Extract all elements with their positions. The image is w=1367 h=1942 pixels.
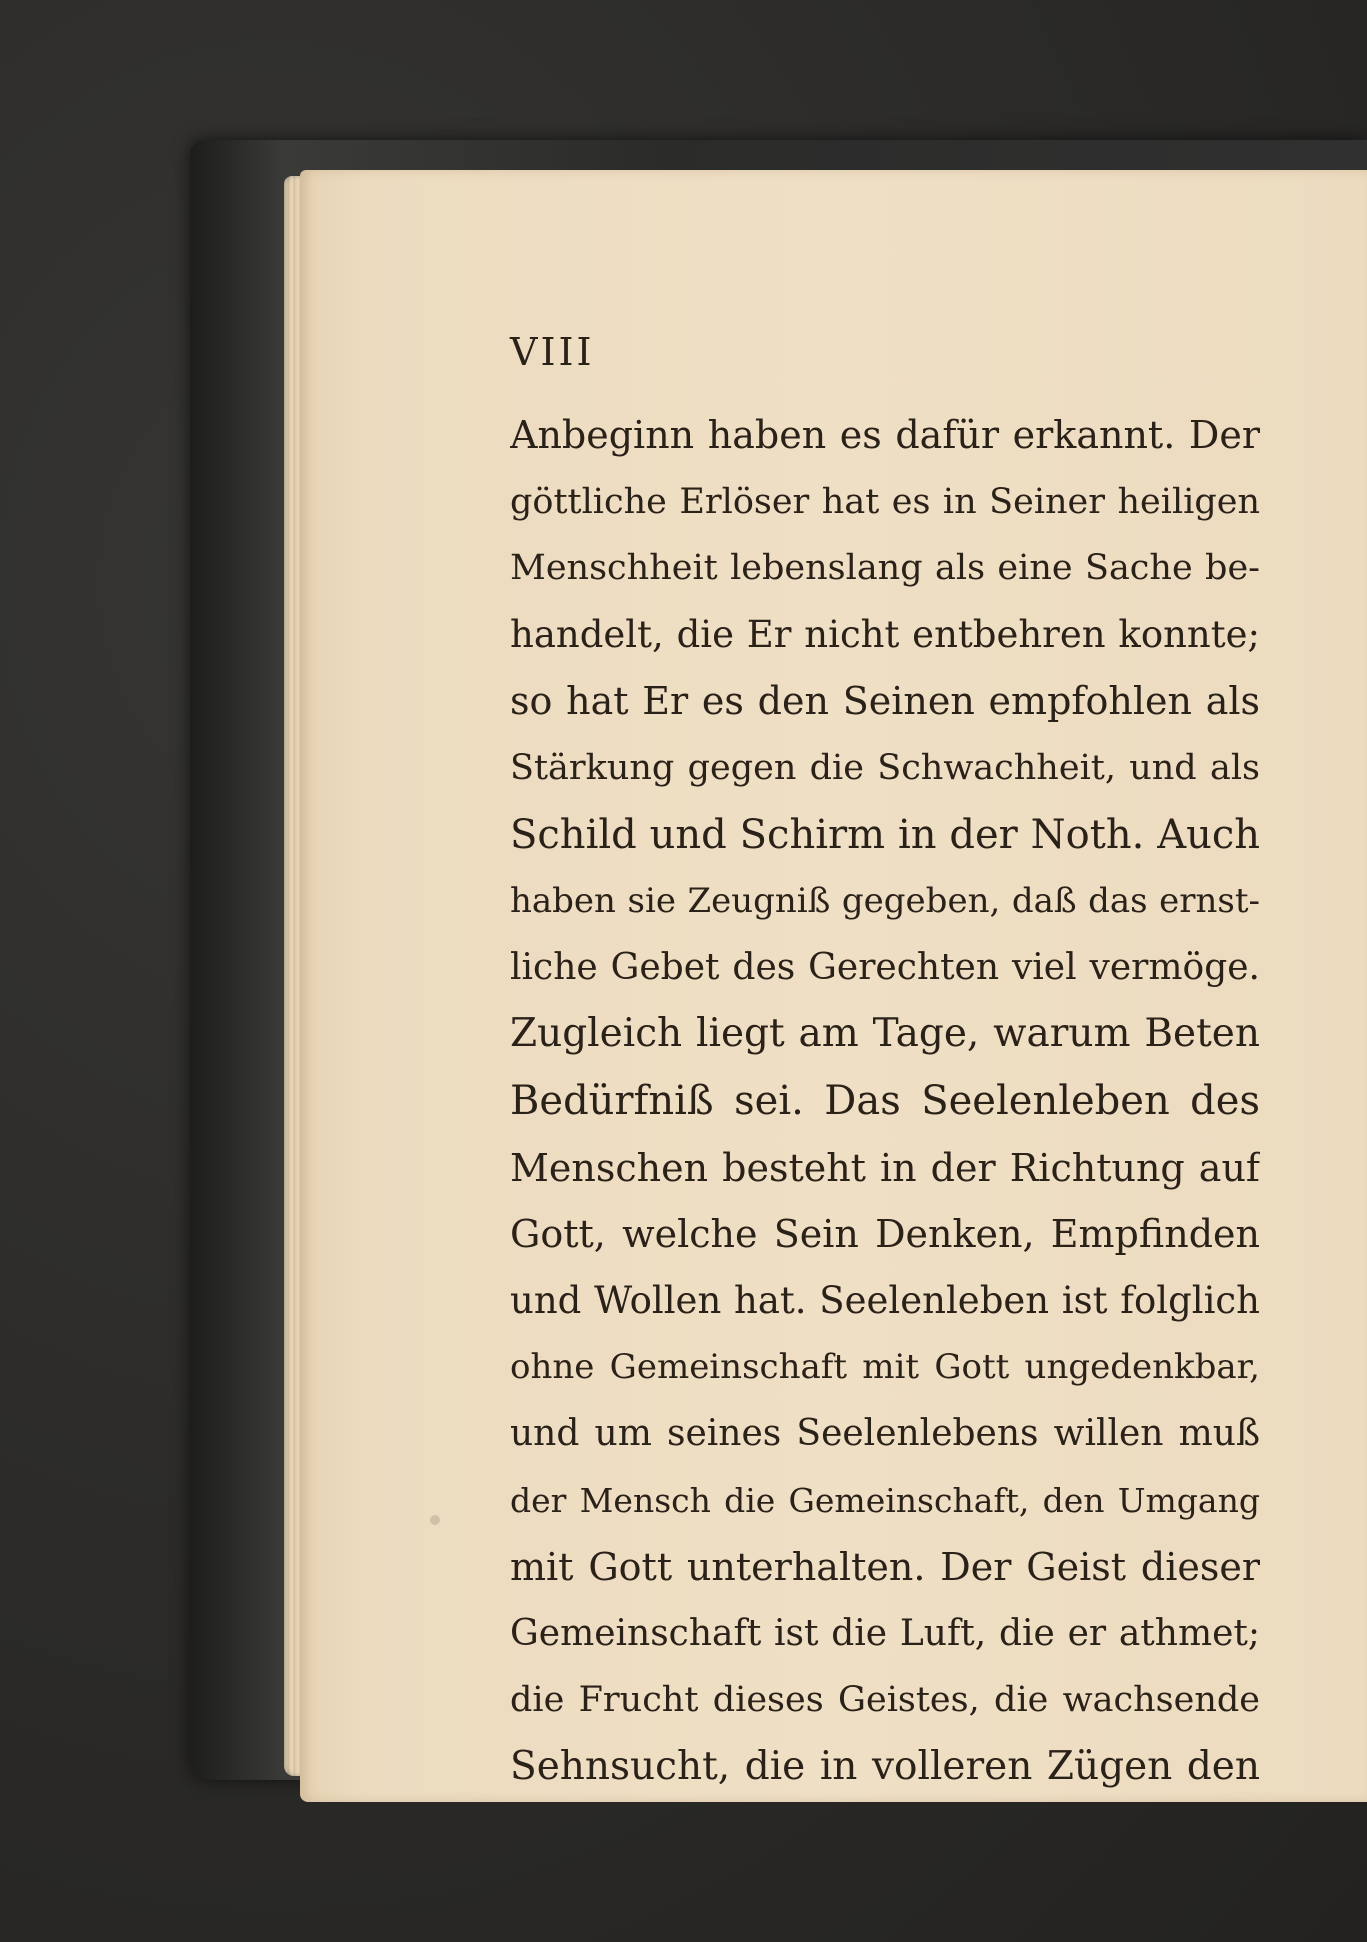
text-line: haben sie Zeugniß gegeben, daß das ernst-: [510, 881, 1260, 922]
text-line: Anbeginn haben es dafür erkannt. Der: [510, 413, 1260, 457]
text-line: liche Gebet des Gerechten viel vermöge.: [510, 946, 1260, 988]
text-line: und um seines Seelenlebens willen muß: [510, 1412, 1260, 1454]
text-line: und Wollen hat. Seelenleben ist folglich: [510, 1278, 1260, 1322]
page-number: VIII: [510, 330, 595, 374]
text-line: Sehnsucht, die in volleren Zügen den: [510, 1743, 1260, 1789]
text-line: der Mensch die Gemeinschaft, den Umgang: [510, 1480, 1260, 1520]
text-line: Bedürfniß sei. Das Seelenleben des: [510, 1077, 1260, 1124]
text-line: Gott, welche Sein Denken, Empfinden: [510, 1212, 1260, 1257]
text-line: mit Gott unterhalten. Der Geist dieser: [510, 1545, 1260, 1590]
text-line: Gemeinschaft ist die Luft, die er athmet;: [510, 1612, 1260, 1654]
text-line: göttliche Erlöser hat es in Seiner heiligen: [510, 481, 1260, 522]
text-line: Stärkung gegen die Schwachheit, und als: [510, 747, 1260, 788]
text-line: die Frucht dieses Geistes, die wachsende: [510, 1680, 1260, 1721]
text-line: so hat Er es den Seinen empfohlen als: [510, 679, 1260, 724]
body-text: [510, 402, 1260, 1800]
text-line: Menschheit lebenslang als eine Sache be-: [510, 548, 1260, 589]
text-line: Menschen besteht in der Richtung auf: [510, 1145, 1260, 1190]
text-line: Schild und Schirm in der Noth. Auch: [510, 811, 1260, 858]
text-line: Zugleich liegt am Tage, warum Beten: [510, 1011, 1260, 1057]
text-line: handelt, die Er nicht entbehren konnte;: [510, 612, 1260, 656]
text-line: ohne Gemeinschaft mit Gott ungedenkbar,: [510, 1347, 1260, 1388]
paper-spot: [430, 1515, 440, 1525]
